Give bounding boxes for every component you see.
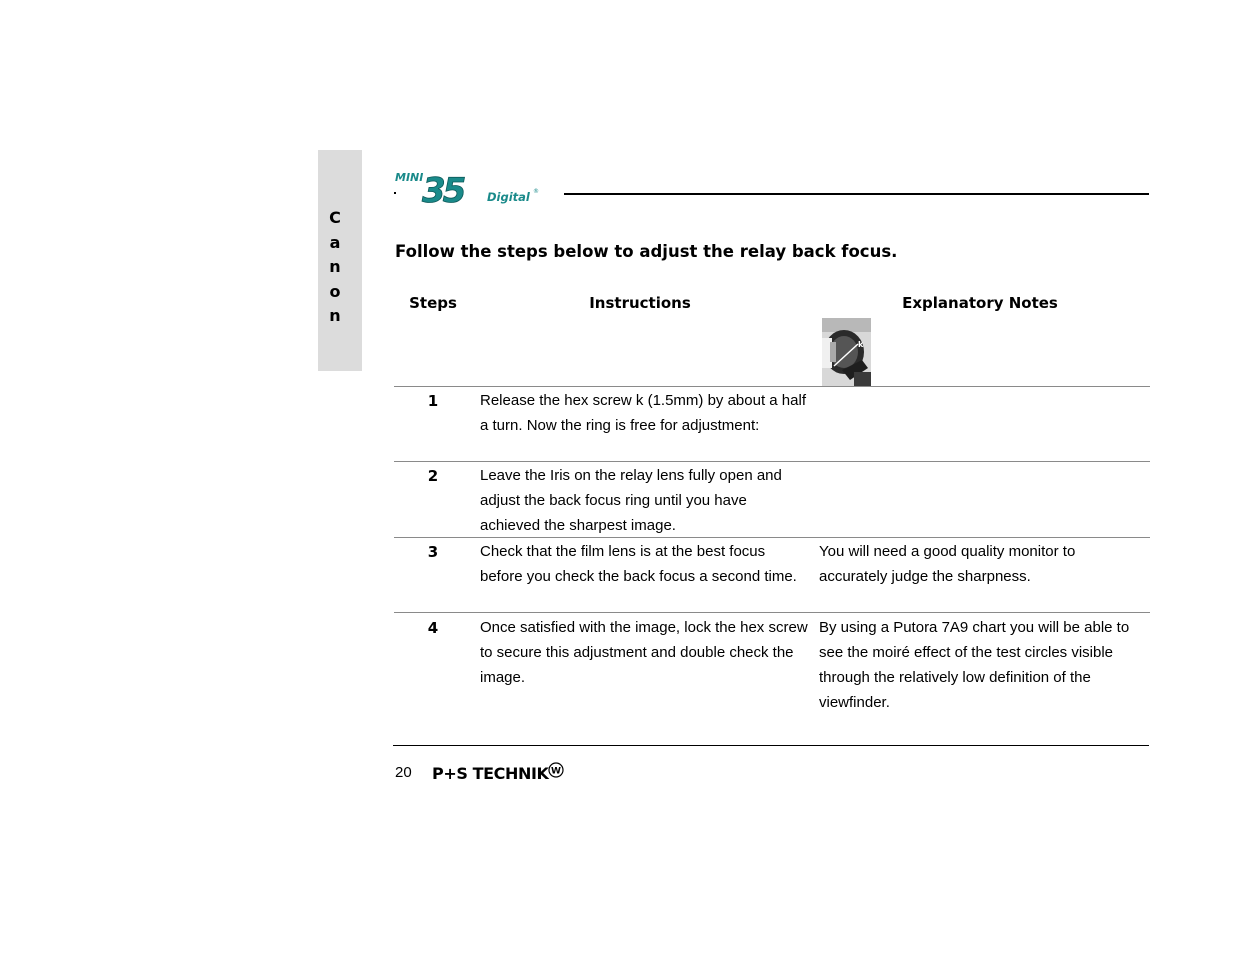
brand-mark-icon: [548, 762, 564, 778]
photo-callout-label: k: [858, 340, 864, 349]
header-rule: [564, 193, 1149, 195]
step-instruction: Leave the Iris on the relay lens fully open and adjust the back focus ring until you have achieved the sharpest image.: [480, 467, 782, 534]
step-note: You will need a good quality monitor to accurately judge the sharpness.: [819, 543, 1076, 585]
row-divider: [394, 386, 1150, 387]
step-note: By using a Putora 7A9 chart you will be able to see the moiré effect of the test circles visible through the relatively low definition of the viewfinder.: [819, 619, 1130, 711]
logo-registered-mark: ®: [533, 188, 539, 195]
step-number: 2: [427, 467, 439, 485]
logo-digital-text: Digital: [487, 190, 530, 204]
side-tab-label: C a n o n: [329, 208, 341, 325]
lens-photo: [822, 318, 871, 386]
row-divider: [394, 612, 1150, 613]
logo-mini-text: MINI: [395, 171, 424, 184]
column-header-steps: Steps: [409, 294, 457, 312]
row-divider: [394, 461, 1150, 462]
step-number: 4: [427, 619, 439, 637]
brand-mark-letter: W: [551, 766, 561, 777]
mini35-digital-logo: [394, 168, 542, 208]
brand-logo: P+S TECHNIK: [432, 764, 549, 783]
step-instruction: Once satisfied with the image, lock the hex screw to secure this adjustment and double check the image.: [480, 619, 808, 686]
step-instruction: Check that the film lens is at the best focus before you check the back focus a second time.: [480, 543, 797, 585]
page-number: 20: [395, 764, 412, 781]
step-number: 1: [427, 392, 439, 410]
step-instruction: Release the hex screw k (1.5mm) by about a half a turn. Now the ring is free for adjustment:: [480, 392, 806, 434]
page-heading: Follow the steps below to adjust the relay back focus.: [395, 242, 898, 261]
logo-number-text: 35: [422, 171, 464, 208]
side-tab-canon: [318, 150, 362, 371]
column-header-notes: Explanatory Notes: [902, 294, 1058, 312]
column-header-instructions: Instructions: [589, 294, 691, 312]
step-number: 3: [427, 543, 439, 561]
footer-rule: [393, 745, 1149, 746]
